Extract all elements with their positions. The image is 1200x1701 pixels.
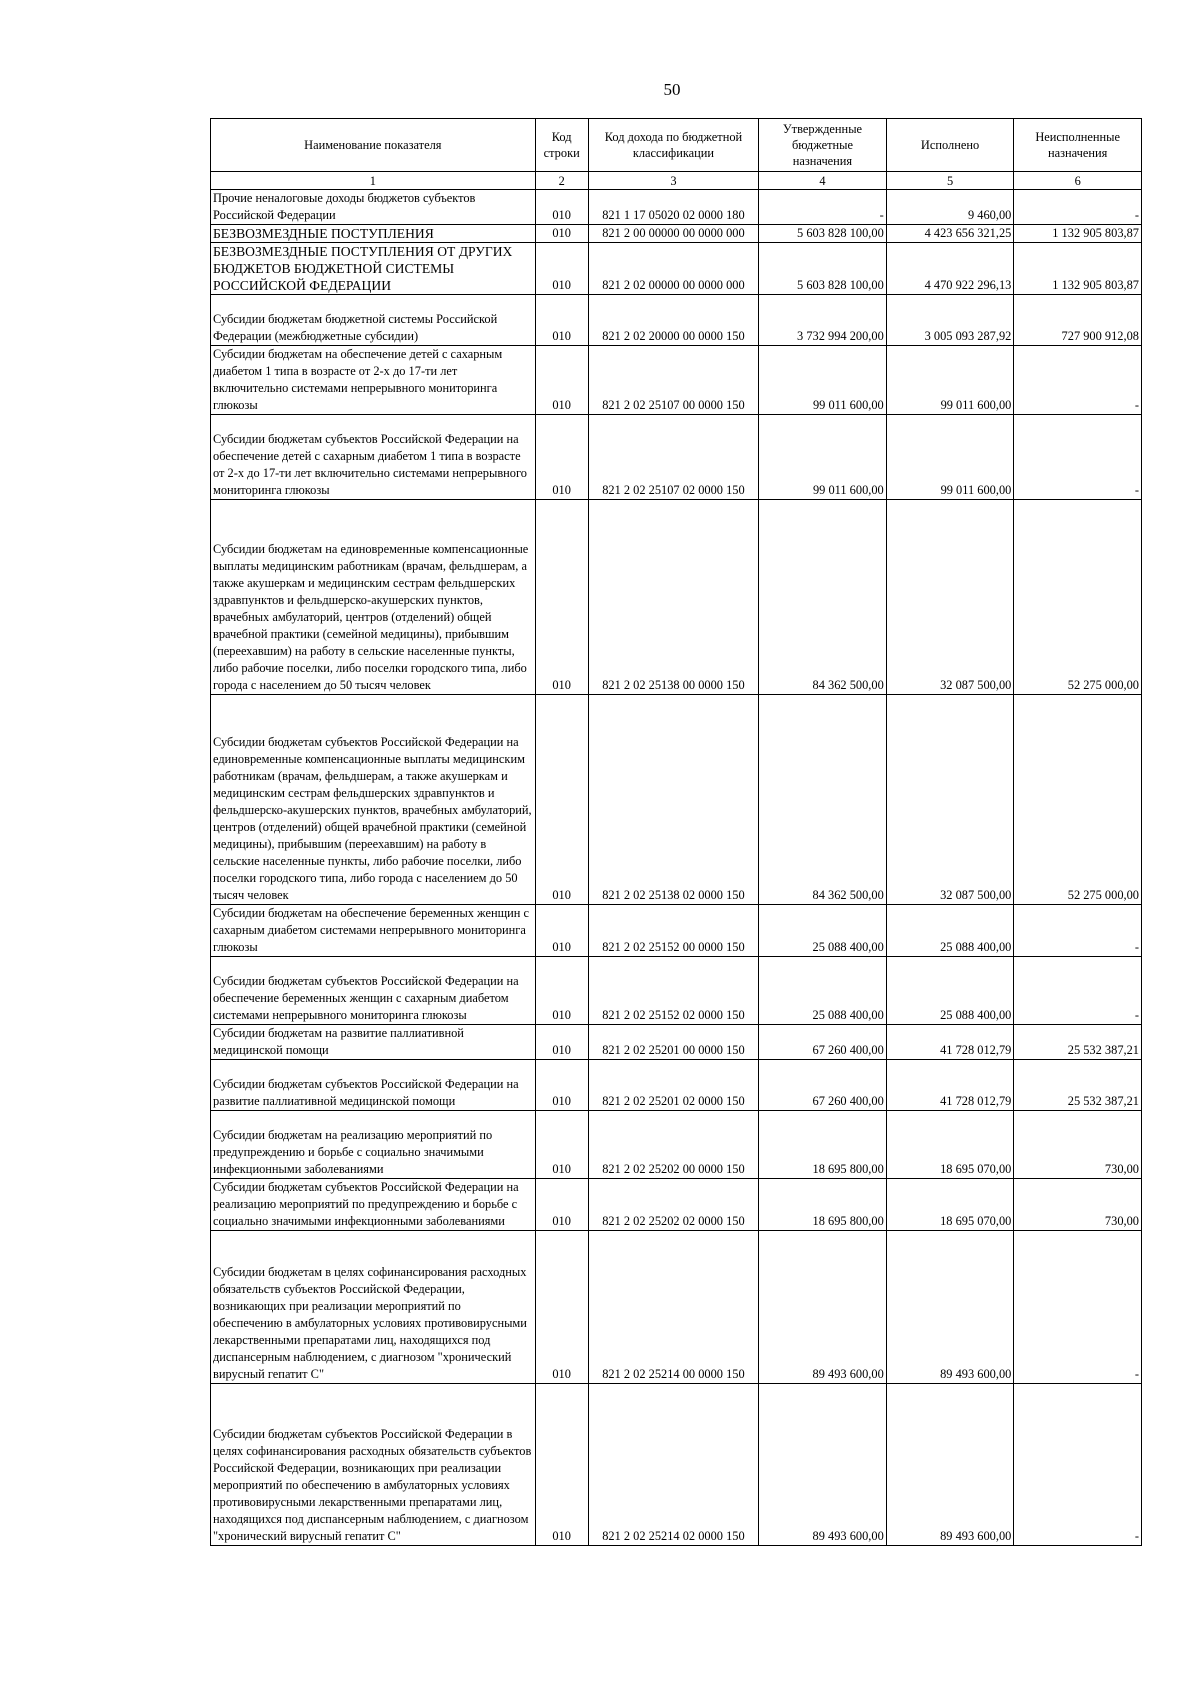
unexecuted-amount-cell: 25 532 387,21 xyxy=(1014,1060,1142,1111)
executed-amount-cell: 18 695 070,00 xyxy=(886,1179,1014,1231)
indicator-name-cell: Субсидии бюджетам субъектов Российской Федерации на развитие паллиативной медицинской помощи xyxy=(211,1060,536,1111)
approved-amount-cell: 89 493 600,00 xyxy=(759,1231,887,1384)
unexecuted-amount-cell: - xyxy=(1014,190,1142,225)
unexecuted-amount-cell: - xyxy=(1014,957,1142,1025)
indicator-name-cell: Субсидии бюджетам субъектов Российской Федерации на обеспечение детей с сахарным диабетом 1 типа в возрасте от 2-х до 17-ти лет включительно системами непрерывного мониторинга глюкозы xyxy=(211,415,536,500)
line-code-cell: 010 xyxy=(535,346,588,415)
approved-amount-cell: 67 260 400,00 xyxy=(759,1060,887,1111)
table-row xyxy=(211,905,1142,957)
executed-amount-cell: 3 005 093 287,92 xyxy=(886,295,1014,346)
column-number: 4 xyxy=(759,172,887,190)
unexecuted-amount-cell: 727 900 912,08 xyxy=(1014,295,1142,346)
line-code-cell: 010 xyxy=(535,1111,588,1179)
executed-amount-cell: 25 088 400,00 xyxy=(886,905,1014,957)
executed-amount-cell: 4 423 656 321,25 xyxy=(886,225,1014,243)
indicator-name-cell: Прочие неналоговые доходы бюджетов субъектов Российской Федерации xyxy=(211,190,536,225)
indicator-name-cell: Субсидии бюджетам на обеспечение беременных женщин с сахарным диабетом системами непрерывного мониторинга глюкозы xyxy=(211,905,536,957)
indicator-name-cell: Субсидии бюджетам на обеспечение детей с сахарным диабетом 1 типа в возрасте от 2-х до 17-ти лет включительно системами непрерывного мониторинга глюкозы xyxy=(211,346,536,415)
table-row xyxy=(211,1025,1142,1060)
executed-amount-cell: 9 460,00 xyxy=(886,190,1014,225)
line-code-cell: 010 xyxy=(535,1384,588,1546)
revenue-code-cell: 821 2 02 20000 00 0000 150 xyxy=(588,295,758,346)
unexecuted-amount-cell: 730,00 xyxy=(1014,1179,1142,1231)
indicator-name-cell: Субсидии бюджетам на единовременные компенсационные выплаты медицинским работникам (врачам, фельдшерам, а также акушеркам и медицинским сестрам фельдшерских здравпунктов и фельдшерско-акушерских пунктов, врачебных амбулаторий, центров (отделений) общей врачебной практики (семейной медицины), прибывшим (переехавшим) на работу в сельские населенные пункты, либо рабочие поселки, либо поселки городского типа, либо города с населением до 50 тысяч человек xyxy=(211,500,536,695)
table-row xyxy=(211,1111,1142,1179)
approved-amount-cell: 99 011 600,00 xyxy=(759,346,887,415)
unexecuted-amount-cell: - xyxy=(1014,1384,1142,1546)
indicator-name-cell: БЕЗВОЗМЕЗДНЫЕ ПОСТУПЛЕНИЯ xyxy=(211,225,536,243)
unexecuted-amount-cell: 1 132 905 803,87 xyxy=(1014,225,1142,243)
approved-amount-cell: 25 088 400,00 xyxy=(759,957,887,1025)
executed-amount-cell: 99 011 600,00 xyxy=(886,346,1014,415)
approved-amount-cell: 84 362 500,00 xyxy=(759,695,887,905)
approved-amount-cell: 89 493 600,00 xyxy=(759,1384,887,1546)
indicator-name-cell: Субсидии бюджетам субъектов Российской Федерации на обеспечение беременных женщин с сахарным диабетом системами непрерывного мониторинга глюкозы xyxy=(211,957,536,1025)
approved-amount-cell: 99 011 600,00 xyxy=(759,415,887,500)
unexecuted-amount-cell: - xyxy=(1014,415,1142,500)
executed-amount-cell: 32 087 500,00 xyxy=(886,500,1014,695)
line-code-cell: 010 xyxy=(535,500,588,695)
approved-amount-cell: 3 732 994 200,00 xyxy=(759,295,887,346)
executed-amount-cell: 41 728 012,79 xyxy=(886,1025,1014,1060)
table-row xyxy=(211,225,1142,243)
executed-amount-cell: 32 087 500,00 xyxy=(886,695,1014,905)
header-revenue-code: Код дохода по бюджетной классификации xyxy=(588,119,758,172)
line-code-cell: 010 xyxy=(535,415,588,500)
indicator-name-cell: Субсидии бюджетам субъектов Российской Федерации в целях софинансирования расходных обязательств субъектов Российской Федерации, возникающих при реализации мероприятий по обеспечению в амбулаторных условиях противовирусными лекарственными препаратами лиц, находящихся под диспансерным наблюдением, с диагнозом "хронический вирусный гепатит С" xyxy=(211,1384,536,1546)
executed-amount-cell: 41 728 012,79 xyxy=(886,1060,1014,1111)
table-row xyxy=(211,1384,1142,1546)
line-code-cell: 010 xyxy=(535,695,588,905)
revenue-code-cell: 821 2 02 25107 00 0000 150 xyxy=(588,346,758,415)
column-number: 3 xyxy=(588,172,758,190)
revenue-code-cell: 821 2 02 25201 00 0000 150 xyxy=(588,1025,758,1060)
header-unexecuted: Неисполненные назначения xyxy=(1014,119,1142,172)
line-code-cell: 010 xyxy=(535,1231,588,1384)
header-line-code: Код строки xyxy=(535,119,588,172)
revenue-code-cell: 821 2 02 25138 00 0000 150 xyxy=(588,500,758,695)
unexecuted-amount-cell: 730,00 xyxy=(1014,1111,1142,1179)
revenue-code-cell: 821 2 02 25202 00 0000 150 xyxy=(588,1111,758,1179)
indicator-name-cell: Субсидии бюджетам субъектов Российской Федерации на реализацию мероприятий по предупреждению и борьбе с социально значимыми инфекционными заболеваниями xyxy=(211,1179,536,1231)
line-code-cell: 010 xyxy=(535,1025,588,1060)
table-row xyxy=(211,695,1142,905)
approved-amount-cell: 84 362 500,00 xyxy=(759,500,887,695)
indicator-name-cell: Субсидии бюджетам на реализацию мероприятий по предупреждению и борьбе с социально значимыми инфекционными заболеваниями xyxy=(211,1111,536,1179)
line-code-cell: 010 xyxy=(535,225,588,243)
indicator-name-cell: БЕЗВОЗМЕЗДНЫЕ ПОСТУПЛЕНИЯ ОТ ДРУГИХ БЮДЖЕТОВ БЮДЖЕТНОЙ СИСТЕМЫ РОССИЙСКОЙ ФЕДЕРАЦИИ xyxy=(211,243,536,295)
unexecuted-amount-cell: 52 275 000,00 xyxy=(1014,500,1142,695)
line-code-cell: 010 xyxy=(535,295,588,346)
revenue-code-cell: 821 2 02 25214 02 0000 150 xyxy=(588,1384,758,1546)
approved-amount-cell: 25 088 400,00 xyxy=(759,905,887,957)
line-code-cell: 010 xyxy=(535,243,588,295)
header-approved: Утвержденные бюджетные назначения xyxy=(759,119,887,172)
table-row xyxy=(211,957,1142,1025)
column-number-row xyxy=(211,172,1142,190)
budget-revenue-table xyxy=(210,118,1142,1546)
unexecuted-amount-cell: 1 132 905 803,87 xyxy=(1014,243,1142,295)
table-row xyxy=(211,190,1142,225)
table-row xyxy=(211,1231,1142,1384)
table-row xyxy=(211,415,1142,500)
column-number: 6 xyxy=(1014,172,1142,190)
indicator-name-cell: Субсидии бюджетам на развитие паллиативной медицинской помощи xyxy=(211,1025,536,1060)
revenue-code-cell: 821 2 02 25202 02 0000 150 xyxy=(588,1179,758,1231)
line-code-cell: 010 xyxy=(535,957,588,1025)
revenue-code-cell: 821 2 02 25214 00 0000 150 xyxy=(588,1231,758,1384)
revenue-code-cell: 821 2 02 25138 02 0000 150 xyxy=(588,695,758,905)
column-number: 1 xyxy=(211,172,536,190)
executed-amount-cell: 25 088 400,00 xyxy=(886,957,1014,1025)
indicator-name-cell: Субсидии бюджетам субъектов Российской Федерации на единовременные компенсационные выплаты медицинским работникам (врачам, фельдшерам, а также акушеркам и медицинским сестрам фельдшерских здравпунктов и фельдшерско-акушерских пунктов, врачебных амбулаторий, центров (отделений) общей врачебной практики (семейной медицины), прибывшим (переехавшим) на работу в сельские населенные пункты, либо рабочие поселки, либо поселки городского типа, либо города с населением до 50 тысяч человек xyxy=(211,695,536,905)
line-code-cell: 010 xyxy=(535,1060,588,1111)
revenue-code-cell: 821 2 02 25201 02 0000 150 xyxy=(588,1060,758,1111)
line-code-cell: 010 xyxy=(535,905,588,957)
approved-amount-cell: 18 695 800,00 xyxy=(759,1111,887,1179)
table-row xyxy=(211,1060,1142,1111)
table-row xyxy=(211,346,1142,415)
unexecuted-amount-cell: 52 275 000,00 xyxy=(1014,695,1142,905)
page-number: 50 xyxy=(663,80,681,99)
table-row xyxy=(211,500,1142,695)
executed-amount-cell: 99 011 600,00 xyxy=(886,415,1014,500)
unexecuted-amount-cell: - xyxy=(1014,905,1142,957)
unexecuted-amount-cell: - xyxy=(1014,1231,1142,1384)
line-code-cell: 010 xyxy=(535,190,588,225)
unexecuted-amount-cell: - xyxy=(1014,346,1142,415)
header-executed: Исполнено xyxy=(886,119,1014,172)
table-row xyxy=(211,1179,1142,1231)
table-row xyxy=(211,243,1142,295)
executed-amount-cell: 18 695 070,00 xyxy=(886,1111,1014,1179)
revenue-code-cell: 821 2 02 25107 02 0000 150 xyxy=(588,415,758,500)
executed-amount-cell: 4 470 922 296,13 xyxy=(886,243,1014,295)
revenue-code-cell: 821 2 02 25152 02 0000 150 xyxy=(588,957,758,1025)
revenue-code-cell: 821 2 02 00000 00 0000 000 xyxy=(588,243,758,295)
approved-amount-cell: 5 603 828 100,00 xyxy=(759,243,887,295)
line-code-cell: 010 xyxy=(535,1179,588,1231)
revenue-code-cell: 821 2 02 25152 00 0000 150 xyxy=(588,905,758,957)
indicator-name-cell: Субсидии бюджетам бюджетной системы Российской Федерации (межбюджетные субсидии) xyxy=(211,295,536,346)
approved-amount-cell: 5 603 828 100,00 xyxy=(759,225,887,243)
indicator-name-cell: Субсидии бюджетам в целях софинансирования расходных обязательств субъектов Российской Федерации, возникающих при реализации мероприятий по обеспечению в амбулаторных условиях противовирусными лекарственными препаратами лиц, находящихся под диспансерным наблюдением, с диагнозом "хронический вирусный гепатит С" xyxy=(211,1231,536,1384)
approved-amount-cell: 18 695 800,00 xyxy=(759,1179,887,1231)
header-indicator-name: Наименование показателя xyxy=(211,119,536,172)
approved-amount-cell: 67 260 400,00 xyxy=(759,1025,887,1060)
revenue-code-cell: 821 1 17 05020 02 0000 180 xyxy=(588,190,758,225)
column-number: 5 xyxy=(886,172,1014,190)
table-header-row xyxy=(211,119,1142,172)
approved-amount-cell: - xyxy=(759,190,887,225)
revenue-code-cell: 821 2 00 00000 00 0000 000 xyxy=(588,225,758,243)
executed-amount-cell: 89 493 600,00 xyxy=(886,1384,1014,1546)
executed-amount-cell: 89 493 600,00 xyxy=(886,1231,1014,1384)
unexecuted-amount-cell: 25 532 387,21 xyxy=(1014,1025,1142,1060)
table-row xyxy=(211,295,1142,346)
column-number: 2 xyxy=(535,172,588,190)
